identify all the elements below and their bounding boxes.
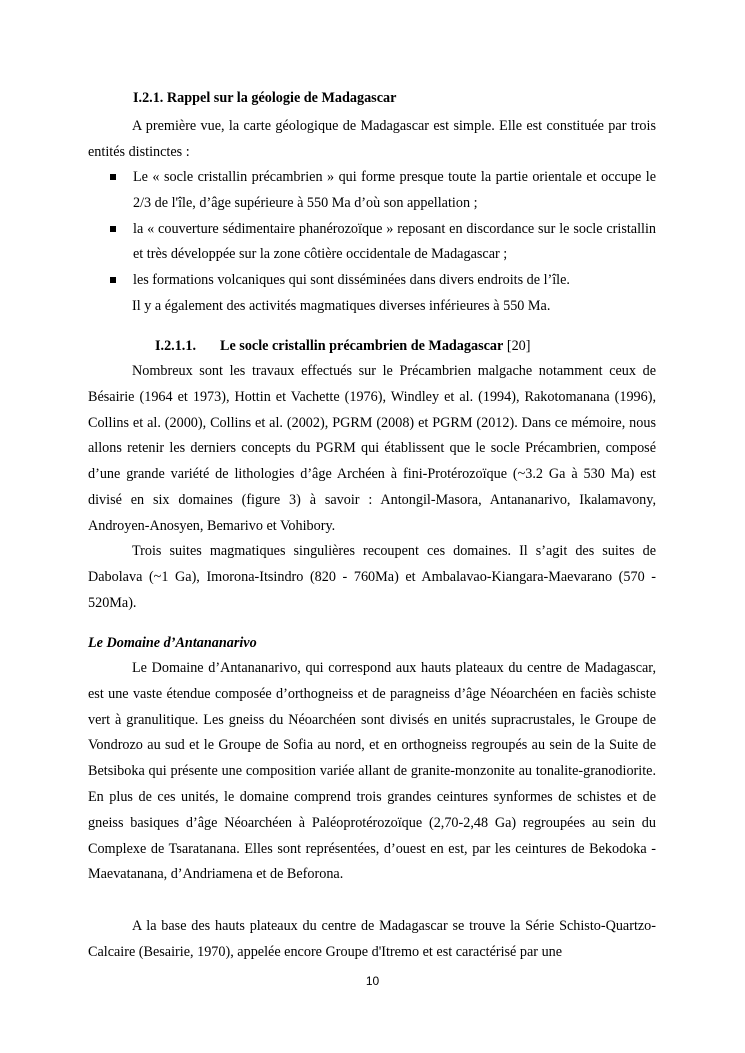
subsection-reference: [20] xyxy=(503,338,531,354)
subsection-number: I.2.1.1. xyxy=(155,338,196,354)
subsection-paragraph-1: Nombreux sont les travaux effectués sur le Précambrien malgache notamment ceux de Bésairie (1964 et 1973), Hottin et Vachette (1976), Windley et al. (1994), Rakotomanana (1996), Collins et al. (2000), Collins et al. (2002), PGRM (2008) et PGRM (2012). Dans ce mémoire, nous allons retenir les derniers concepts du PGRM qui établissent que le socle Précambrien, composé d’une grande variété de lithologies d’âge Archéen à fini-Protérozoïque (~3.2 Ga à 530 Ma) est divisé en six domaines (figure 3) à savoir : Antongil-Masora, Antananarivo, Ikalamavony, Androyen-Anosyen, Bemarivo et Vohibory. xyxy=(88,363,656,534)
section-intro: A première vue, la carte géologique de Madagascar est simple. Elle est constituée par trois entités distinctes : xyxy=(88,118,656,160)
bullet-list xyxy=(110,165,656,294)
bullet-square-icon xyxy=(110,226,116,232)
subsection-title: Le socle cristallin précambrien de Madagascar xyxy=(220,338,504,354)
domain-paragraph-2: A la base des hauts plateaux du centre de Madagascar se trouve la Série Schisto-Quartzo-Calcaire (Besairie, 1970), appelée encore Groupe d'Itremo et est caractérisé par une xyxy=(88,918,656,960)
domain-paragraph-1: Le Domaine d’Antananarivo, qui correspond aux hauts plateaux du centre de Madagascar, est une vaste étendue composée d’orthogneiss et de paragneiss d’âge Néoarchéen en faciès schiste vert à granulitique. Les gneiss du Néoarchéen sont divisés en unités supracrustales, le Groupe de Vondrozo au sud et le Groupe de Sofia au nord, et en orthogneiss regroupés au sein de la Suite de Betsiboka qui présente une composition variée allant de granite-monzonite au tonalite-granodiorite. En plus de ces unités, le domaine comprend trois grandes ceintures synformes de schistes et de gneiss basiques d’âge Néoarchéen à Paléoprotérozoïque (2,70-2,48 Ga) regroupées au sein du Complexe de Tsaratanana. Elles sont représentées, d’ouest en est, par les ceintures de Bekodoka - Maevatanana, d’Andriamena et de Beforona. xyxy=(88,660,656,883)
domain-title: Le Domaine d’Antananarivo xyxy=(88,635,257,651)
list-item: les formations volcaniques qui sont disséminées dans divers endroits de l’île. xyxy=(110,268,656,294)
subsection-paragraph-2: Trois suites magmatiques singulières recoupent ces domaines. Il s’agit des suites de Dabolava (~1 Ga), Imorona-Itsindro (820 - 760Ma) et Ambalavao-Kiangara-Maevarano (570 - 520Ma). xyxy=(88,543,656,611)
bullet-square-icon xyxy=(110,277,116,283)
bullet-square-icon xyxy=(110,174,116,180)
list-item: la « couverture sédimentaire phanérozoïque » reposant en discordance sur le socle cristallin et très développée sur la zone côtière occidentale de Madagascar ; xyxy=(110,217,656,269)
list-item: Le « socle cristallin précambrien » qui forme presque toute la partie orientale et occupe le 2/3 de l'île, d’âge supérieure à 550 Ma d’où son appellation ; xyxy=(110,165,656,217)
after-bullets-text: Il y a également des activités magmatiques diverses inférieures à 550 Ma. xyxy=(132,298,551,314)
subsection-heading xyxy=(155,336,531,356)
section-heading: I.2.1. Rappel sur la géologie de Madagascar xyxy=(133,90,397,106)
page-number: 10 xyxy=(365,974,380,988)
